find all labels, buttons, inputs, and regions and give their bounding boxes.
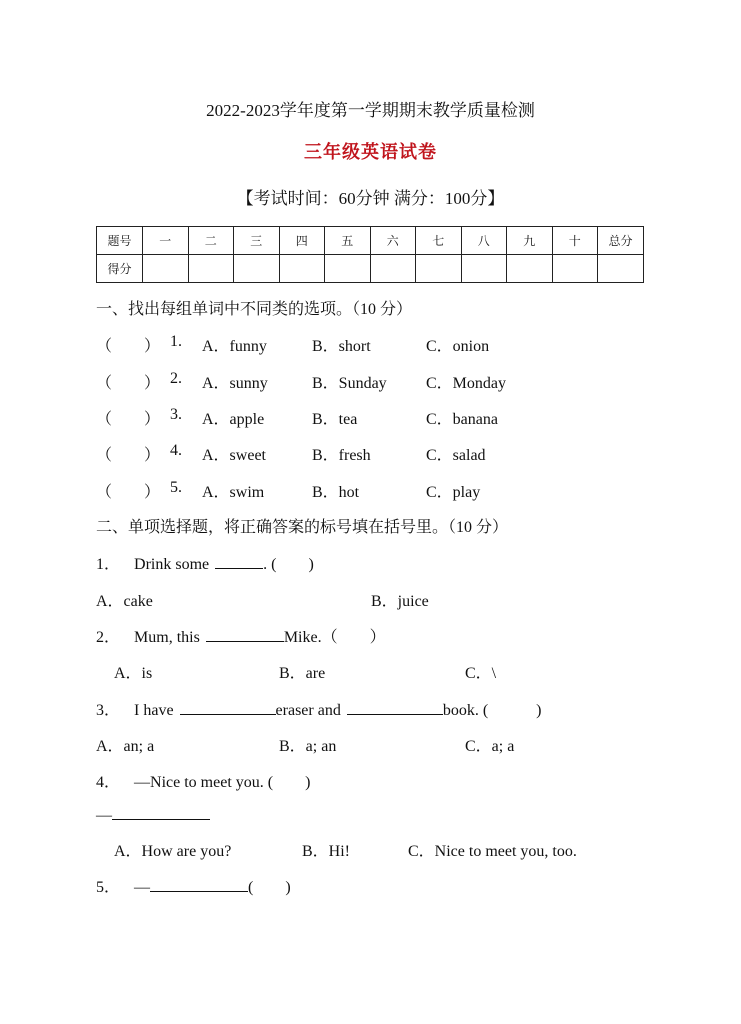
score-input-cell[interactable]	[552, 255, 598, 283]
question-text: I have	[134, 702, 174, 719]
option-a: A．sunny	[202, 375, 268, 392]
option-c: C．Nice to meet you, too.	[408, 843, 577, 860]
question-3	[96, 697, 542, 720]
option-a: A．an; a	[96, 738, 155, 755]
question-4	[96, 769, 310, 792]
score-input-cell[interactable]	[234, 255, 280, 283]
question-text: book. ( )	[442, 702, 542, 719]
exam-info: 【考试时间：60分钟 满分：100分】	[236, 189, 505, 208]
score-cell: 二	[188, 227, 234, 255]
score-table-header-row	[97, 227, 644, 255]
score-table-score-row	[97, 255, 644, 283]
question-number: 1.	[170, 333, 182, 350]
score-input-cell[interactable]	[598, 255, 644, 283]
question-5	[96, 874, 291, 897]
score-input-cell[interactable]	[188, 255, 234, 283]
question-number: 4．	[96, 774, 121, 791]
score-row-label: 得分	[97, 255, 143, 283]
option-b: B．fresh	[312, 447, 371, 464]
answer-paren[interactable]: （ ）	[96, 484, 161, 501]
option-c: C．\	[465, 665, 497, 682]
option-a: A．swim	[202, 484, 265, 501]
question-number: 3.	[170, 406, 182, 423]
score-cell: 三	[234, 227, 280, 255]
option-a: A．sweet	[202, 447, 266, 464]
option-a: A．cake	[96, 593, 153, 610]
exam-title: 2022-2023学年度第一学期期末教学质量检测	[206, 101, 535, 120]
option-c: C．a; a	[465, 738, 515, 755]
answer-line	[96, 805, 210, 825]
score-cell: 题号	[97, 227, 143, 255]
exam-subtitle: 三年级英语试卷	[304, 142, 437, 162]
option-a: A．funny	[202, 338, 267, 355]
question-text: Mum, this	[134, 629, 200, 646]
option-a: A．apple	[202, 411, 265, 428]
score-cell: 五	[325, 227, 371, 255]
section2-title: 二、单项选择题，将正确答案的标号填在括号里。（10 分）	[96, 519, 509, 536]
question-number: 3．	[96, 702, 121, 719]
question-number: 5.	[170, 479, 182, 496]
question-text: Drink some	[134, 556, 210, 573]
score-cell: 一	[143, 227, 189, 255]
question-number: 2．	[96, 629, 121, 646]
question-number: 2.	[170, 370, 182, 387]
question-number: 4.	[170, 442, 182, 459]
score-cell: 九	[507, 227, 553, 255]
option-a: A．How are you?	[114, 843, 232, 860]
score-cell: 六	[370, 227, 416, 255]
score-cell: 十	[552, 227, 598, 255]
answer-paren[interactable]: （ ）	[96, 411, 161, 428]
option-a: A．is	[114, 665, 153, 682]
question-2	[96, 624, 386, 647]
option-c: C．onion	[426, 338, 490, 355]
option-c: C．salad	[426, 447, 486, 464]
answer-paren[interactable]: （ ）	[96, 447, 161, 464]
score-table	[96, 226, 644, 283]
answer-paren[interactable]: （ ）	[96, 338, 161, 355]
option-b: B．short	[312, 338, 371, 355]
answer-blank[interactable]	[215, 554, 263, 569]
score-input-cell[interactable]	[143, 255, 189, 283]
answer-blank[interactable]	[150, 877, 248, 892]
question-text: ( )	[248, 879, 291, 896]
score-cell: 七	[416, 227, 462, 255]
answer-blank[interactable]	[347, 700, 443, 715]
question-text: eraser and	[275, 702, 341, 719]
option-c: C．Monday	[426, 375, 507, 392]
score-input-cell[interactable]	[370, 255, 416, 283]
answer-blank[interactable]	[112, 805, 210, 820]
question-number: 1．	[96, 556, 121, 573]
answer-paren[interactable]: （ ）	[96, 375, 161, 392]
option-b: B．hot	[312, 484, 360, 501]
score-input-cell[interactable]	[461, 255, 507, 283]
question-text: —Nice to meet you. ( )	[134, 774, 311, 791]
option-c: C．play	[426, 484, 481, 501]
option-b: B．are	[279, 665, 326, 682]
option-b: B．tea	[312, 411, 358, 428]
question-number: 5．	[96, 879, 121, 896]
question-text: . ( )	[263, 556, 314, 573]
option-b: B．a; an	[279, 738, 337, 755]
question-text: Mike.（ ）	[283, 629, 386, 646]
option-c: C．banana	[426, 411, 498, 428]
section1-title: 一、找出每组单词中不同类的选项。（10 分）	[96, 301, 413, 318]
score-input-cell[interactable]	[507, 255, 553, 283]
score-input-cell[interactable]	[416, 255, 462, 283]
option-b: B．Hi!	[302, 843, 351, 860]
score-input-cell[interactable]	[325, 255, 371, 283]
dash: —	[96, 807, 112, 824]
score-cell: 八	[461, 227, 507, 255]
answer-blank[interactable]	[206, 627, 284, 642]
option-b: B．juice	[371, 593, 429, 610]
answer-blank[interactable]	[180, 700, 276, 715]
score-cell: 总分	[598, 227, 644, 255]
score-input-cell[interactable]	[279, 255, 325, 283]
question-1	[96, 551, 314, 574]
option-b: B．Sunday	[312, 375, 387, 392]
dash: —	[134, 879, 151, 896]
score-cell: 四	[279, 227, 325, 255]
